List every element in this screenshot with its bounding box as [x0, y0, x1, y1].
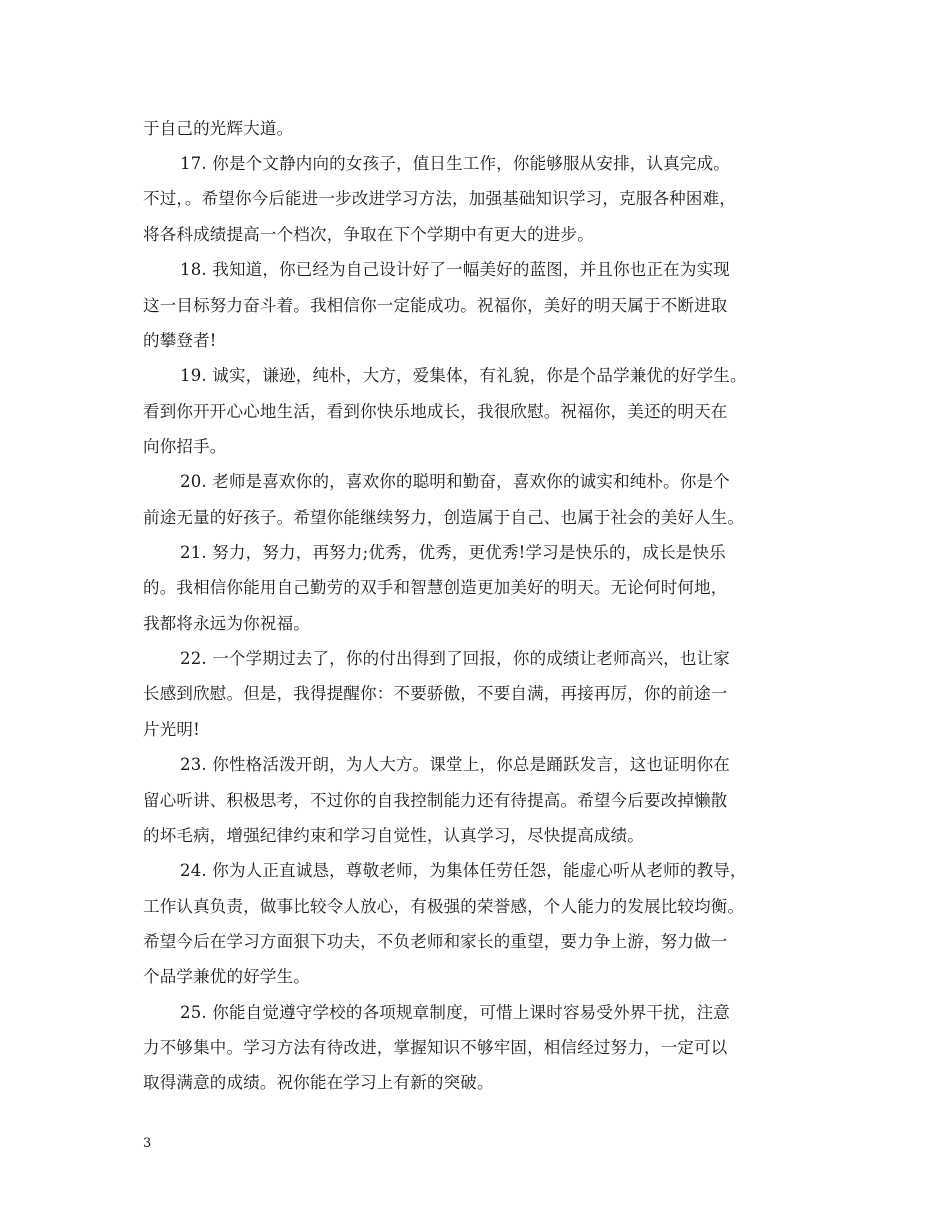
text-line: 不过，。希望你今后能进一步改进学习方法，加强基础知识学习，克服各种困难，: [143, 189, 736, 208]
text-line: 21. 努力，努力，再努力;优秀，优秀，更优秀!学习是快乐的，成长是快乐: [180, 543, 726, 562]
text-line: 的攀登者!: [143, 331, 217, 350]
text-line: 力不够集中。学习方法有待改进，掌握知识不够牢固，相信经过努力，一定可以: [143, 1038, 728, 1057]
text-line: 片光明!: [143, 720, 200, 739]
text-line: 25. 你能自觉遵守学校的各项规章制度，可惜上课时容易受外界干扰，注意: [180, 1003, 730, 1022]
text-line: 希望今后在学习方面狠下功夫，不负老师和家长的重望，要力争上游，努力做一: [143, 932, 728, 951]
text-line: 我都将永远为你祝福。: [143, 614, 310, 633]
text-line: 个品学兼优的好学生。: [143, 967, 310, 986]
text-line: 将各科成绩提高一个档次，争取在下个学期中有更大的进步。: [143, 225, 594, 244]
text-line: 取得满意的成绩。祝你能在学习上有新的突破。: [143, 1073, 494, 1092]
text-line: 20. 老师是喜欢你的，喜欢你的聪明和勤奋，喜欢你的诚实和纯朴。你是个: [180, 472, 730, 491]
text-line: 工作认真负责，做事比较令人放心，有极强的荣誉感，个人能力的发展比较均衡。: [143, 897, 745, 916]
text-line: 于自己的光辉大道。: [143, 119, 294, 138]
text-line: 23. 你性格活泼开朗，为人大方。课堂上，你总是踊跃发言，这也证明你在: [180, 755, 730, 774]
text-line: 18. 我知道，你已经为自己设计好了一幅美好的蓝图，并且你也正在为实现: [180, 260, 730, 279]
text-line: 17. 你是个文静内向的女孩子，值日生工作，你能够服从安排，认真完成。: [180, 154, 730, 173]
text-line: 看到你开开心心地生活，看到你快乐地成长，我很欣慰。祝福你，美还的明天在: [143, 402, 728, 421]
text-line: 前途无量的好孩子。希望你能继续努力，创造属于自己、也属于社会的美好人生。: [143, 508, 745, 527]
text-line: 向你招手。: [143, 437, 227, 456]
text-line: 的。我相信你能用自己勤劳的双手和智慧创造更加美好的明天。无论何时何地，: [143, 578, 728, 597]
text-line: 22. 一个学期过去了，你的付出得到了回报，你的成绩让老师高兴，也让家: [180, 649, 730, 668]
text-line: 这一目标努力奋斗着。我相信你一定能成功。祝福你，美好的明天属于不断进取: [143, 296, 728, 315]
text-line: 24. 你为人正直诚恳，尊敬老师，为集体任劳任怨，能虚心听从老师的教导，: [180, 861, 747, 880]
text-line: 留心听讲、积极思考，不过你的自我控制能力还有待提高。希望今后要改掉懒散: [143, 791, 728, 810]
text-line: 的坏毛病，增强纪律约束和学习自觉性，认真学习，尽快提高成绩。: [143, 826, 644, 845]
text-line: 长感到欣慰。但是，我得提醒你：不要骄傲，不要自满，再接再厉，你的前途一: [143, 684, 728, 703]
text-line: 19. 诚实，谦逊，纯朴，大方，爱集体，有礼貌，你是个品学兼优的好学生。: [180, 366, 747, 385]
page-number: 3: [143, 1136, 152, 1151]
